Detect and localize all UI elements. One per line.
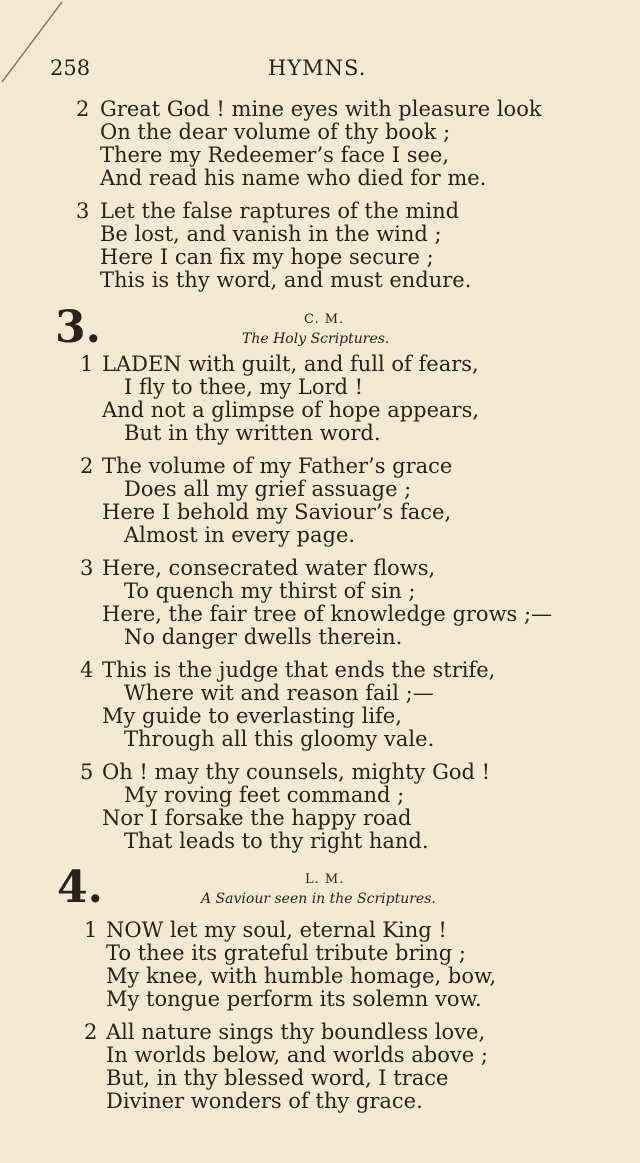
verse-number: 5 xyxy=(80,760,94,784)
verse-line: But, in thy blessed word, I trace xyxy=(106,1066,449,1090)
verse-number: 3 xyxy=(76,199,90,223)
hymn-meter: L. M. xyxy=(305,872,345,887)
verse-number: 2 xyxy=(84,1020,98,1044)
verse-number: 1 xyxy=(80,352,94,376)
verse-line: Through all this gloomy vale. xyxy=(124,727,435,751)
verse-line: LADEN with guilt, and full of fears, xyxy=(102,352,479,376)
verse-line: There my Redeemer’s face I see, xyxy=(100,143,450,167)
verse-line: To quench my thirst of sin ; xyxy=(124,579,416,603)
verse-line: Here I can fix my hope secure ; xyxy=(100,245,434,269)
verse-line: Be lost, and vanish in the wind ; xyxy=(100,222,442,246)
verse-line: My guide to everlasting life, xyxy=(102,704,402,728)
verse-line: On the dear volume of thy book ; xyxy=(100,120,451,144)
verse-number: 2 xyxy=(80,454,94,478)
verse-number: 2 xyxy=(76,97,90,121)
verse-line: My roving feet command ; xyxy=(124,783,405,807)
verse-line: But in thy written word. xyxy=(124,421,381,445)
hymn-subtitle: A Saviour seen in the Scriptures. xyxy=(201,891,436,907)
verse-line: The volume of my Father’s grace xyxy=(102,454,453,478)
verse-line: And not a glimpse of hope appears, xyxy=(102,398,480,422)
verse-line: Nor I forsake the happy road xyxy=(102,806,412,830)
verse-number: 1 xyxy=(84,918,98,942)
verse-line: Where wit and reason fail ;— xyxy=(124,681,434,705)
verse-line: This is thy word, and must endure. xyxy=(100,268,472,292)
verse-number: 4 xyxy=(80,658,94,682)
verse-line: This is the judge that ends the strife, xyxy=(102,658,496,682)
verse-line: Here, the fair tree of knowledge grows ;— xyxy=(102,602,553,626)
hymn-meter: C. M. xyxy=(304,312,345,327)
hymn-number: 4. xyxy=(57,862,103,913)
verse-line: Here I behold my Saviour’s face, xyxy=(102,500,452,524)
verse-line: Does all my grief assuage ; xyxy=(124,477,412,501)
hymn-number: 3. xyxy=(55,302,101,353)
verse-line: I fly to thee, my Lord ! xyxy=(124,375,364,399)
verse-line: No danger dwells therein. xyxy=(124,625,403,649)
verse-line: All nature sings thy boundless love, xyxy=(106,1020,486,1044)
verse-line: Let the false raptures of the mind xyxy=(100,199,460,223)
verse-line: Almost in every page. xyxy=(124,523,356,547)
verse-number: 3 xyxy=(80,556,94,580)
verse-line: Diviner wonders of thy grace. xyxy=(106,1089,423,1113)
verse-line: NOW let my soul, eternal King ! xyxy=(106,918,447,942)
verse-line: In worlds below, and worlds above ; xyxy=(106,1043,488,1067)
verse-line: Oh ! may thy counsels, mighty God ! xyxy=(102,760,491,784)
verse-line: My tongue perform its solemn vow. xyxy=(106,987,482,1011)
running-header: HYMNS. xyxy=(268,56,367,80)
hymn-subtitle: The Holy Scriptures. xyxy=(242,331,390,347)
page-number: 258 xyxy=(50,56,91,80)
verse-line: And read his name who died for me. xyxy=(100,166,487,190)
verse-line: To thee its grateful tribute bring ; xyxy=(106,941,466,965)
verse-line: Great God ! mine eyes with pleasure look xyxy=(100,97,542,121)
verse-line: Here, consecrated water flows, xyxy=(102,556,436,580)
verse-line: My knee, with humble homage, bow, xyxy=(106,964,497,988)
verse-line: That leads to thy right hand. xyxy=(124,829,429,853)
